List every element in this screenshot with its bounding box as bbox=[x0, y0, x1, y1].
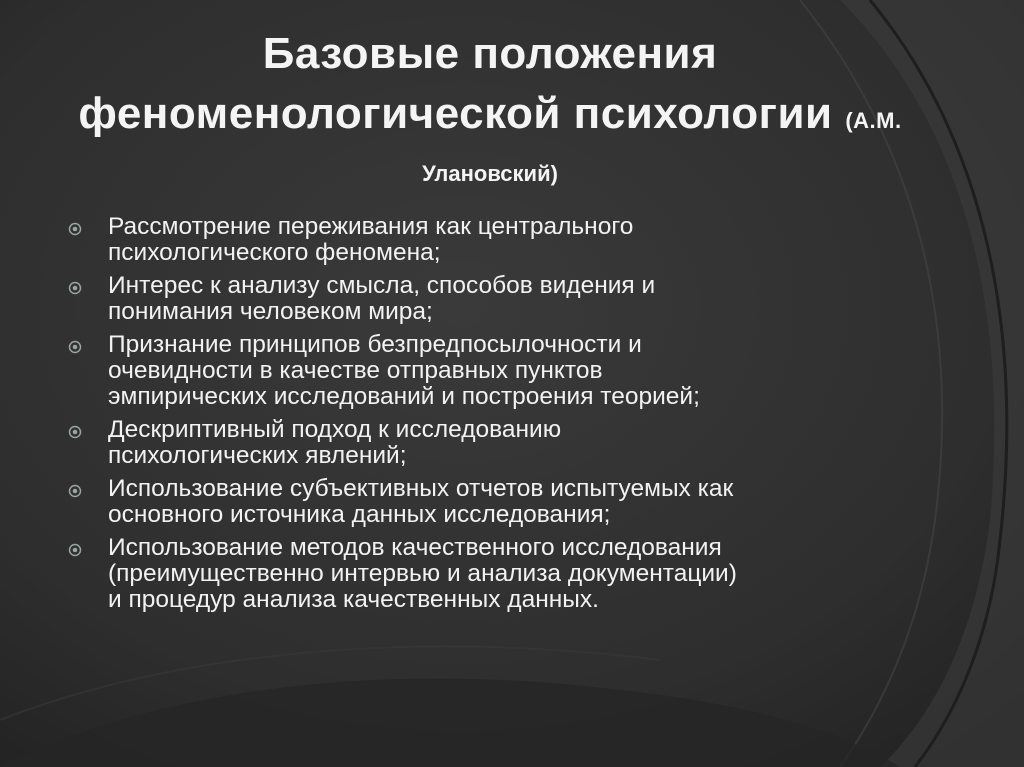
bullet-text-line: и процедур анализа качественных данных. bbox=[108, 586, 599, 613]
circle-dot-bullet-icon bbox=[68, 425, 82, 439]
bullet-text-line: Использование методов качественного исследования bbox=[108, 534, 722, 561]
slide-title bbox=[40, 24, 940, 191]
circle-dot-bullet-icon bbox=[68, 340, 82, 354]
title-line-2 bbox=[40, 84, 940, 151]
bullet-item bbox=[60, 332, 890, 410]
bullet-list bbox=[60, 214, 890, 620]
bullet-item bbox=[60, 214, 890, 266]
bullet-item bbox=[60, 535, 890, 613]
circle-dot-bullet-icon bbox=[68, 222, 82, 236]
bullet-text-line: психологических явлений; bbox=[108, 442, 407, 469]
bullet-text-line: основного источника данных исследования; bbox=[108, 501, 611, 528]
bullet-text-line: эмпирических исследований и построения теорией; bbox=[108, 383, 700, 410]
bullet-text-line: Дескриптивный подход к исследованию bbox=[108, 416, 562, 443]
title-author-initials: (А.М. bbox=[845, 108, 902, 133]
bullet-item bbox=[60, 273, 890, 325]
circle-dot-bullet-icon bbox=[68, 543, 82, 557]
bullet-text-line: Интерес к анализу смысла, способов видения и bbox=[108, 272, 656, 299]
bullet-text-line: очевидности в качестве отправных пунктов bbox=[108, 357, 603, 384]
bullet-text-line: Использование субъективных отчетов испытуемых как bbox=[108, 475, 734, 502]
bullet-text-line: психологического феномена; bbox=[108, 239, 441, 266]
bullet-text-line: (преимущественно интервью и анализа документации) bbox=[108, 560, 737, 587]
bullet-item bbox=[60, 417, 890, 469]
circle-dot-bullet-icon bbox=[68, 484, 82, 498]
circle-dot-bullet-icon bbox=[68, 281, 82, 295]
title-author-surname: Улановский) bbox=[422, 161, 558, 186]
bullet-text-line: Признание принципов безпредпосылочности и bbox=[108, 331, 642, 358]
bullet-text-line: понимания человеком мира; bbox=[108, 298, 433, 325]
bullet-text-line: Рассмотрение переживания как центрального bbox=[108, 213, 634, 240]
title-line-2-text: феноменологической психологии bbox=[78, 89, 833, 138]
title-line-1: Базовые положения bbox=[262, 29, 718, 78]
bullet-item bbox=[60, 476, 890, 528]
